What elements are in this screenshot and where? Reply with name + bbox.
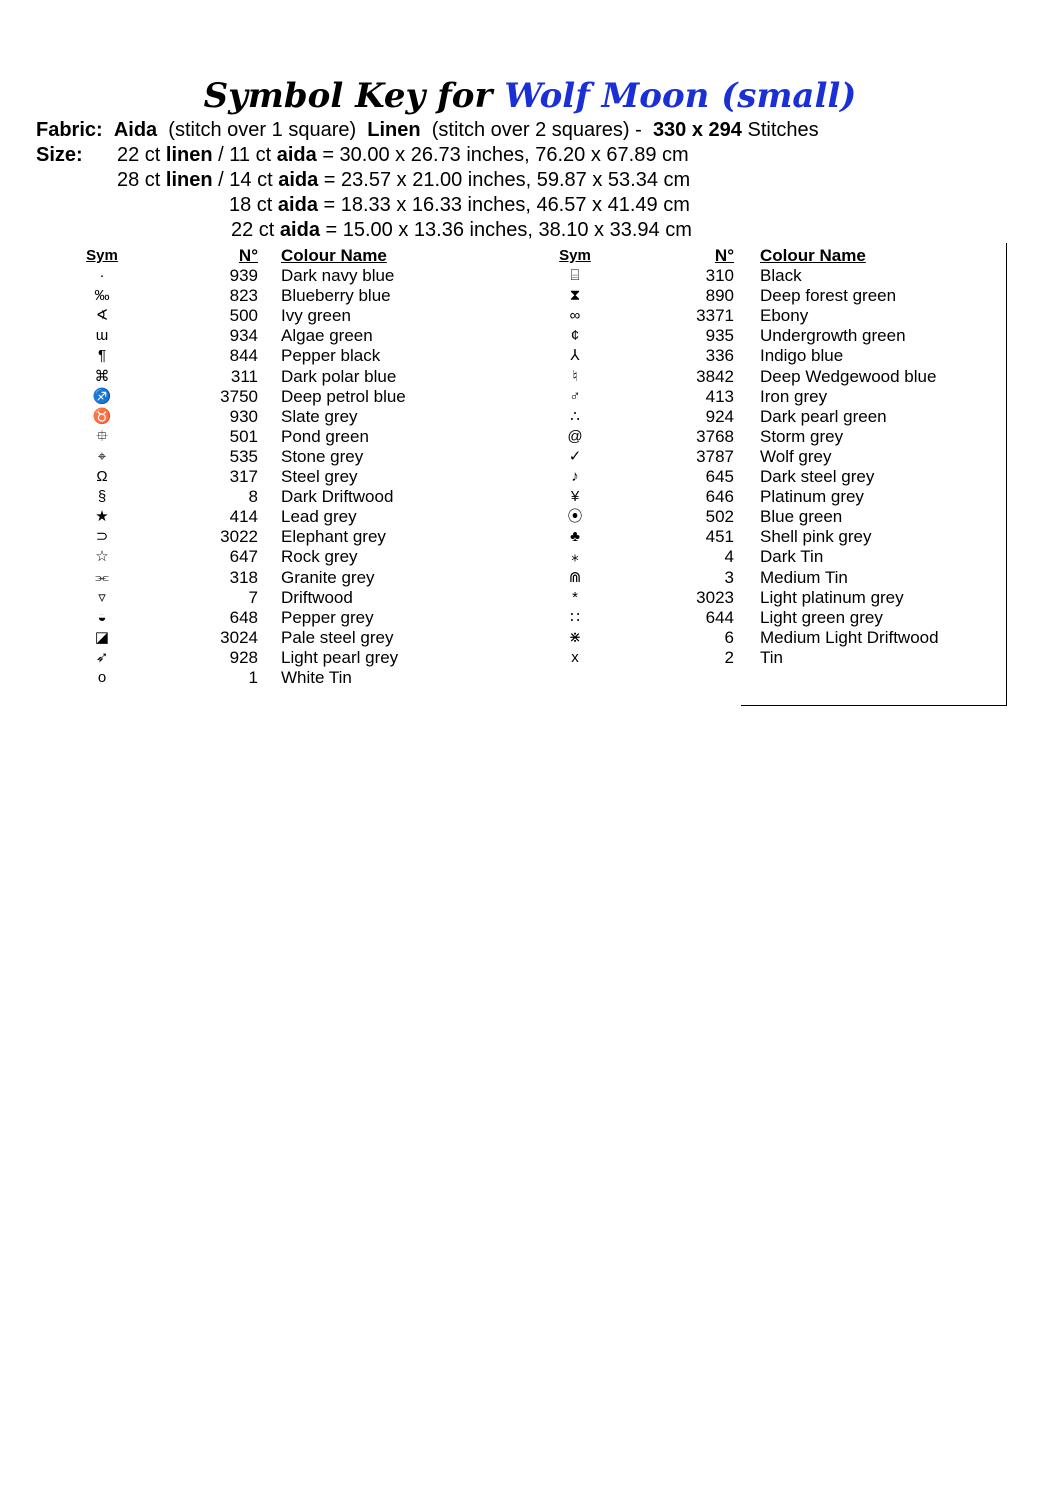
table-row xyxy=(555,286,995,306)
colour-name: Dark polar blue xyxy=(281,366,397,386)
symbol: ⋒ xyxy=(568,568,582,586)
size-count: 28 ct xyxy=(117,169,161,191)
size-count: / 14 ct xyxy=(218,169,273,191)
size-count: 22 ct xyxy=(231,219,275,241)
table-row xyxy=(82,568,482,588)
dmc-number: 317 xyxy=(229,467,258,487)
size-dimensions: = 23.57 x 21.00 inches, 59.87 x 53.34 cm xyxy=(323,169,691,191)
symbol: ◪ xyxy=(94,628,110,646)
size-aida: aida xyxy=(277,194,318,216)
colour-name: Dark steel grey xyxy=(760,467,875,487)
table-row xyxy=(82,547,482,567)
colour-name: Rock grey xyxy=(281,547,358,567)
table-row xyxy=(555,628,995,648)
symbol: ⋇ xyxy=(568,628,582,646)
symbol: ¶ xyxy=(97,347,107,365)
symbol: ✓ xyxy=(568,447,582,465)
dmc-number: 3371 xyxy=(696,306,734,326)
dmc-number: 3768 xyxy=(696,426,734,446)
table-row xyxy=(82,326,482,346)
dmc-number: 6 xyxy=(724,627,734,647)
dmc-number: 4 xyxy=(724,547,734,567)
size-aida: aida xyxy=(278,169,319,191)
table-header xyxy=(82,246,482,266)
fabric-linen: Linen xyxy=(367,119,421,141)
colour-name: Dark Tin xyxy=(760,547,824,567)
symbol: ♮ xyxy=(572,367,578,385)
symbol: ⁎ xyxy=(571,548,579,566)
dmc-number: 500 xyxy=(229,306,258,326)
symbol: § xyxy=(97,488,107,506)
symbol: ⫘ xyxy=(95,568,109,586)
table-row xyxy=(82,527,482,547)
symbol: @ xyxy=(567,427,583,445)
colour-name: Platinum grey xyxy=(760,487,864,507)
dmc-number: 535 xyxy=(229,446,258,466)
colour-name: Light pearl grey xyxy=(281,647,399,667)
size-label-line xyxy=(36,143,83,168)
symbol: ⯐ xyxy=(96,427,108,445)
table-row xyxy=(555,266,995,286)
dmc-number: 647 xyxy=(229,547,258,567)
dmc-number: 648 xyxy=(229,607,258,627)
colour-name: Deep petrol blue xyxy=(281,386,406,406)
dmc-number: 934 xyxy=(229,326,258,346)
colour-name: Wolf grey xyxy=(760,446,832,466)
dmc-number: 645 xyxy=(705,467,734,487)
size-dimensions: = 18.33 x 16.33 inches, 46.57 x 41.49 cm xyxy=(317,194,690,216)
header-num: N° xyxy=(714,246,734,265)
size-line xyxy=(117,168,690,193)
symbol: ⌖ xyxy=(97,447,107,465)
table-row xyxy=(82,628,482,648)
symbol: x xyxy=(571,648,579,666)
dmc-number: 930 xyxy=(229,406,258,426)
colour-name: Black xyxy=(760,266,802,286)
dmc-number: 3787 xyxy=(696,446,734,466)
size-line xyxy=(117,143,689,168)
table-row xyxy=(555,407,995,427)
symbol: ⊃ xyxy=(95,528,109,546)
table-header xyxy=(555,246,995,266)
dmc-number: 413 xyxy=(705,386,734,406)
colour-name: White Tin xyxy=(281,667,352,687)
fabric-aida-note: (stitch over 1 square) xyxy=(168,119,357,141)
size-count: 22 ct xyxy=(117,144,161,166)
dmc-number: 924 xyxy=(705,406,734,426)
colour-name: Dark Driftwood xyxy=(281,487,394,507)
page-title xyxy=(0,72,1060,120)
symbol: ☆ xyxy=(95,548,109,566)
table-row xyxy=(82,668,482,688)
colour-name: Light platinum grey xyxy=(760,587,904,607)
dmc-number: 928 xyxy=(229,647,258,667)
dmc-number: 2 xyxy=(724,647,734,667)
symbol: ♂ xyxy=(569,387,581,405)
table-row xyxy=(82,346,482,366)
symbol: ⌸ xyxy=(570,267,580,285)
colour-name: Pond green xyxy=(281,426,369,446)
table-row xyxy=(555,487,995,507)
dmc-number: 646 xyxy=(705,487,734,507)
table-border-bottom xyxy=(741,705,1007,706)
symbol-table-right xyxy=(555,246,995,668)
dmc-number: 644 xyxy=(705,607,734,627)
table-row xyxy=(555,467,995,487)
symbol: ∢ xyxy=(95,307,109,325)
dmc-number: 501 xyxy=(229,426,258,446)
colour-name: Dark navy blue xyxy=(281,266,395,286)
fabric-line xyxy=(36,118,819,143)
symbol: ◒ xyxy=(97,608,107,626)
table-border-right xyxy=(1006,243,1007,706)
colour-name: Deep forest green xyxy=(760,286,897,306)
fabric-linen-note: (stitch over 2 squares) - xyxy=(431,119,642,141)
dmc-number: 3842 xyxy=(696,366,734,386)
dmc-number: 939 xyxy=(229,266,258,286)
size-linen: linen xyxy=(165,144,213,166)
table-row xyxy=(555,346,995,366)
table-row xyxy=(555,648,995,668)
table-row xyxy=(82,487,482,507)
table-row xyxy=(82,467,482,487)
colour-name: Iron grey xyxy=(760,386,828,406)
dmc-number: 844 xyxy=(229,346,258,366)
title-prefix: Symbol Key for xyxy=(203,76,493,116)
table-row xyxy=(82,648,482,668)
symbol: ♪ xyxy=(571,468,579,486)
size-dimensions: = 30.00 x 26.73 inches, 76.20 x 67.89 cm xyxy=(322,144,689,166)
symbol: * xyxy=(572,588,578,606)
colour-name: Shell pink grey xyxy=(760,527,872,547)
table-row xyxy=(82,447,482,467)
symbol: ∷ xyxy=(570,608,580,626)
symbol: ▿ xyxy=(98,588,106,606)
colour-name: Indigo blue xyxy=(760,346,844,366)
size-line xyxy=(231,218,692,243)
symbol: Ω xyxy=(96,468,108,486)
pattern-name: Wolf Moon (small) xyxy=(504,76,857,116)
colour-name: Tin xyxy=(760,647,783,667)
table-row xyxy=(555,527,995,547)
symbol: ∴ xyxy=(570,407,580,425)
header-num: N° xyxy=(238,246,258,265)
dmc-number: 890 xyxy=(705,286,734,306)
symbol: ⦿ xyxy=(567,508,583,526)
table-row xyxy=(555,387,995,407)
colour-name: Pale steel grey xyxy=(281,627,394,647)
dmc-number: 823 xyxy=(229,286,258,306)
colour-name: Driftwood xyxy=(281,587,353,607)
table-row xyxy=(82,608,482,628)
symbol: ➶ xyxy=(95,648,109,666)
size-label: Size: xyxy=(36,144,83,166)
dmc-number: 3024 xyxy=(220,627,258,647)
symbol: ♉ xyxy=(92,407,112,425)
dmc-number: 8 xyxy=(248,487,258,507)
colour-name: Slate grey xyxy=(281,406,358,426)
header-sym: Sym xyxy=(559,247,591,264)
table-row xyxy=(82,387,482,407)
symbol: ¢ xyxy=(570,327,580,345)
symbol: ♐ xyxy=(92,387,112,405)
colour-name: Pepper grey xyxy=(281,607,374,627)
symbol: · xyxy=(99,267,105,285)
table-row xyxy=(555,367,995,387)
colour-name: Undergrowth green xyxy=(760,326,906,346)
table-row xyxy=(555,547,995,567)
table-row xyxy=(82,286,482,306)
dmc-number: 3023 xyxy=(696,587,734,607)
dmc-number: 7 xyxy=(248,587,258,607)
header-sym: Sym xyxy=(86,247,118,264)
symbol: ★ xyxy=(95,508,109,526)
size-aida: aida xyxy=(276,144,317,166)
colour-name: Elephant grey xyxy=(281,527,386,547)
colour-name: Granite grey xyxy=(281,567,375,587)
symbol-table-left xyxy=(82,246,482,688)
table-row xyxy=(82,407,482,427)
stitch-word: Stitches xyxy=(747,119,819,141)
colour-name: Pepper black xyxy=(281,346,381,366)
symbol: o xyxy=(97,668,107,686)
fabric-aida: Aida xyxy=(113,119,158,141)
table-row xyxy=(82,588,482,608)
size-line xyxy=(229,193,690,218)
colour-name: Lead grey xyxy=(281,507,357,527)
symbol: ⧗ xyxy=(569,287,581,305)
dmc-number: 451 xyxy=(705,527,734,547)
table-row xyxy=(555,447,995,467)
colour-name: Algae green xyxy=(281,326,373,346)
table-row xyxy=(555,608,995,628)
size-linen: linen xyxy=(165,169,213,191)
table-row xyxy=(555,326,995,346)
dmc-number: 502 xyxy=(705,507,734,527)
dmc-number: 414 xyxy=(229,507,258,527)
colour-name: Blueberry blue xyxy=(281,286,391,306)
symbol: ∞ xyxy=(569,307,581,325)
dmc-number: 1 xyxy=(248,667,258,687)
size-dimensions: = 15.00 x 13.36 inches, 38.10 x 33.94 cm xyxy=(325,219,692,241)
table-row xyxy=(82,507,482,527)
colour-name: Ivy green xyxy=(281,306,351,326)
colour-name: Dark pearl green xyxy=(760,406,887,426)
dmc-number: 311 xyxy=(230,366,258,386)
table-row xyxy=(82,266,482,286)
table-row xyxy=(555,507,995,527)
table-row xyxy=(555,306,995,326)
colour-name: Medium Light Driftwood xyxy=(760,627,939,647)
colour-name: Light green grey xyxy=(760,607,883,627)
header-name: Colour Name xyxy=(281,246,387,265)
table-row xyxy=(555,427,995,447)
table-row xyxy=(555,568,995,588)
colour-name: Steel grey xyxy=(281,467,358,487)
colour-name: Blue green xyxy=(760,507,843,527)
dmc-number: 310 xyxy=(705,266,734,286)
colour-name: Storm grey xyxy=(760,426,844,446)
size-count: / 11 ct xyxy=(218,144,272,166)
symbol: ɯ xyxy=(95,327,109,345)
table-row xyxy=(82,306,482,326)
symbol: ♣ xyxy=(570,528,580,546)
fabric-label: Fabric: xyxy=(36,119,103,141)
symbol: ¥ xyxy=(570,488,580,506)
dmc-number: 318 xyxy=(229,567,258,587)
table-row xyxy=(555,588,995,608)
dmc-number: 3022 xyxy=(220,527,258,547)
dmc-number: 3 xyxy=(724,567,734,587)
colour-name: Medium Tin xyxy=(760,567,848,587)
colour-name: Deep Wedgewood blue xyxy=(760,366,937,386)
header-name: Colour Name xyxy=(760,246,866,265)
symbol: ‰ xyxy=(94,287,110,305)
table-row xyxy=(82,427,482,447)
dmc-number: 336 xyxy=(705,346,734,366)
dmc-number: 3750 xyxy=(220,386,258,406)
symbol: ⌘ xyxy=(94,367,110,385)
table-row xyxy=(82,367,482,387)
colour-name: Ebony xyxy=(760,306,809,326)
size-aida: aida xyxy=(279,219,320,241)
size-count: 18 ct xyxy=(229,194,273,216)
colour-name: Stone grey xyxy=(281,446,364,466)
stitch-count: 330 x 294 xyxy=(652,119,742,141)
dmc-number: 935 xyxy=(705,326,734,346)
symbol: ⅄ xyxy=(570,347,580,365)
